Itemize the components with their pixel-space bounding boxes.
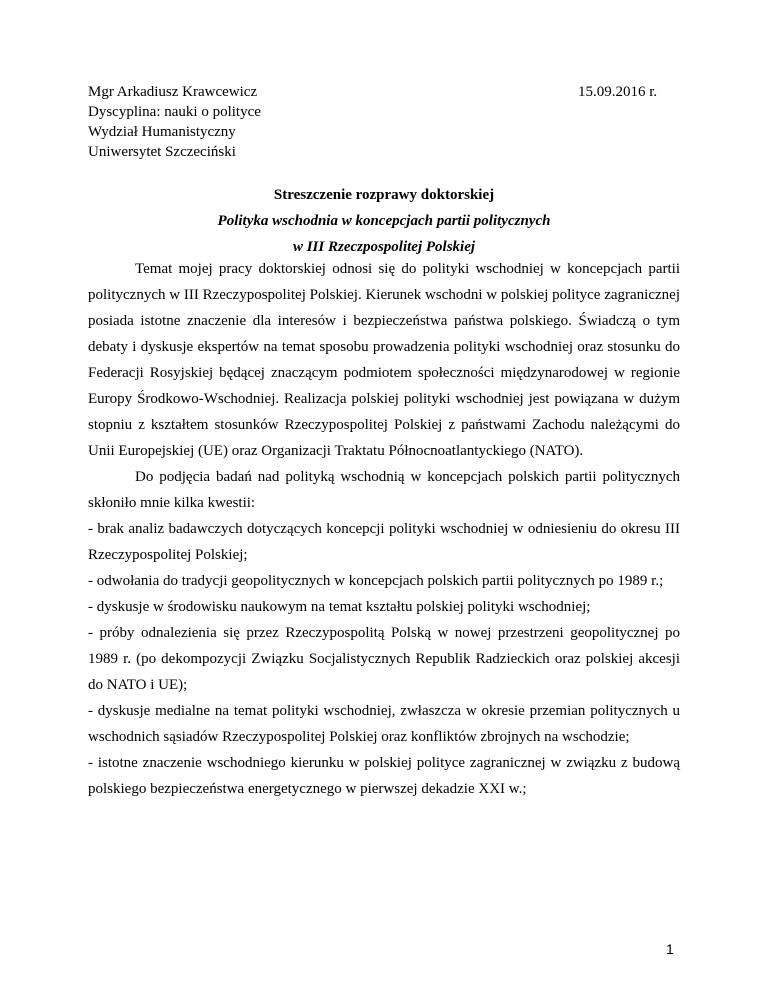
paragraph-intro: Temat mojej pracy doktorskiej odnosi się do polityki wschodniej w koncepcjach partii politycznych w III Rzeczypospolitej Polskiej. Kierunek wschodni w polskiej polityce zagranicznej posiada istotne znaczenie dla interesów i bezpieczeństwa państwa polskiego. Świadczą o tym debaty i dyskusje ekspertów na temat sposobu prowadzenia polityki wschodniej oraz stosunku do Federacji Rosyjskiej będącej znaczącym podmiotem społeczności międzynarodowej w regionie Europy Środkowo-Wschodniej. Realizacja polskiej polityki wschodniej jest powiązana w dużym stopniu z kształtem stosunków Rzeczypospolitej Polskiej z państwami Zachodu należącymi do Unii Europejskiej (UE) oraz Organizacji Traktatu Północnoatlantyckiego (NATO). [88,261,680,459]
thesis-title-line-2: w III Rzeczpospolitej Polskiej [292,239,476,255]
document-body [88,256,680,802]
document-heading: Streszczenie rozprawy doktorskiej [273,187,495,203]
author-info [88,82,261,162]
discipline: Dyscyplina: nauki o polityce [88,104,261,120]
list-item: - istotne znaczenie wschodniego kierunku w polskiej polityce zagranicznej w związku z budową polskiego bezpieczeństwa energetycznego w pierwszej dekadzie XXI w.; [88,755,680,797]
title-block [0,182,768,260]
faculty: Wydział Humanistyczny [88,124,236,140]
paragraph-motivation: Do podjęcia badań nad polityką wschodnią w koncepcjach polskich partii politycznych skłoniło mnie kilka kwestii: [88,469,680,511]
list-item: - dyskusje medialne na temat polityki wschodniej, zwłaszcza w okresie przemian politycznych u wschodnich sąsiadów Rzeczypospolitej Polskiej oraz konfliktów zbrojnych na wschodzie; [88,703,680,745]
list-item: - dyskusje w środowisku naukowym na temat kształtu polskiej polityki wschodniej; [88,599,591,615]
thesis-title-line-1: Polityka wschodnia w koncepcjach partii politycznych [217,213,551,229]
list-item: - odwołania do tradycji geopolitycznych w koncepcjach polskich partii politycznych po 1989 r.; [88,573,664,589]
document-date: 15.09.2016 r. [578,84,658,100]
university: Uniwersytet Szczeciński [88,144,236,160]
list-item: - brak analiz badawczych dotyczących koncepcji polityki wschodniej w odniesieniu do okresu III Rzeczypospolitej Polskiej; [88,521,680,563]
list-item: - próby odnalezienia się przez Rzeczypospolitą Polską w nowej przestrzeni geopolitycznej po 1989 r. (po dekompozycji Związku Socjalistycznych Republik Radzieckich oraz polskiej akcesji do NATO i UE); [88,625,680,693]
page-number: 1 [666,941,674,957]
author-name: Mgr Arkadiusz Krawcewicz [88,84,258,100]
